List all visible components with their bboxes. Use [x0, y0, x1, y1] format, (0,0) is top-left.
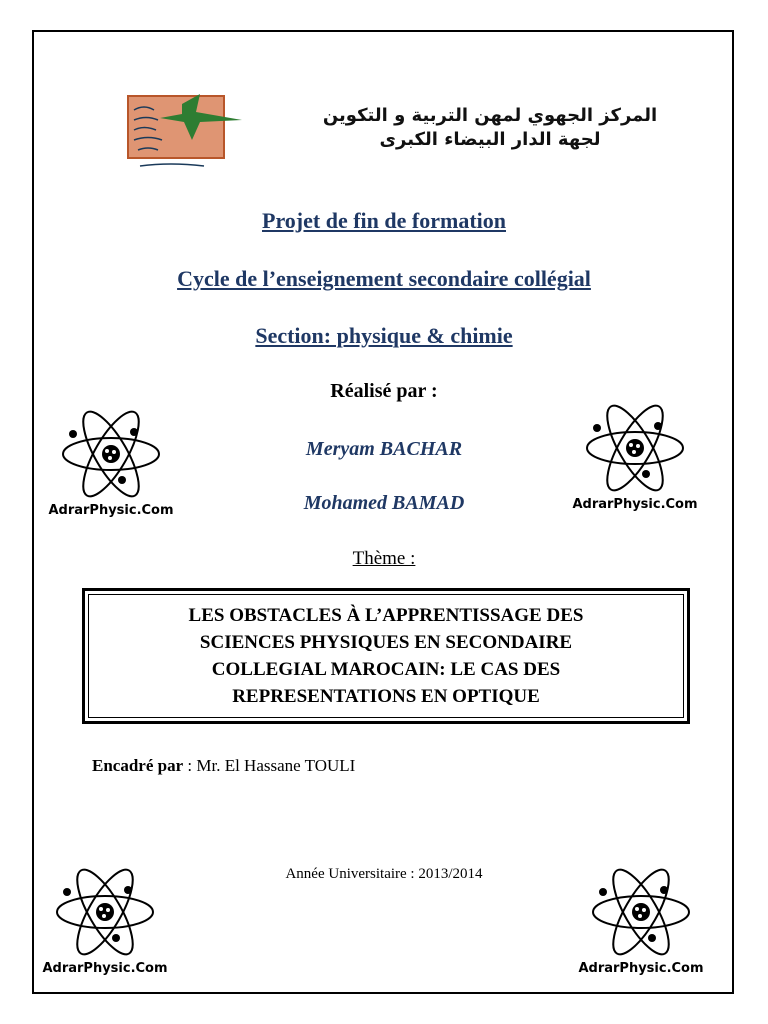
- academic-year: Année Universitaire : 2013/2014: [285, 866, 483, 882]
- theme-line: COLLEGIAL MAROCAIN: LE CAS DES: [211, 659, 561, 680]
- watermark-text: AdrarPhysic.Com: [572, 497, 698, 512]
- supervisor: [92, 756, 355, 776]
- theme-box: [82, 588, 690, 724]
- theme-box-inner: [88, 594, 684, 718]
- atom-watermark: [30, 866, 180, 986]
- theme-line: REPRESENTATIONS EN OPTIQUE: [232, 686, 540, 707]
- supervisor-label: Encadré par: [92, 756, 184, 775]
- supervisor-value: : Mr. El Hassane TOULI: [183, 756, 356, 775]
- section-title: Section: physique & chimie: [255, 323, 513, 348]
- arabic-line-1: المركز الجهوي لمهن التربية و التكوين: [322, 105, 658, 126]
- theme-line: LES OBSTACLES À L’APPRENTISSAGE DES: [188, 605, 584, 626]
- institution-name-arabic: [300, 104, 680, 152]
- cycle-title-row: [32, 266, 736, 292]
- atom-watermark: [566, 866, 716, 986]
- atom-icon: [36, 408, 186, 503]
- watermark-text: AdrarPhysic.Com: [48, 503, 174, 518]
- atom-watermark: [36, 408, 186, 528]
- project-title: Projet de fin de formation: [262, 208, 506, 233]
- atom-icon: [560, 402, 710, 497]
- theme-label: Thème :: [352, 548, 416, 569]
- atom-icon: [566, 866, 716, 961]
- section-title-row: [32, 323, 736, 349]
- watermark-text: AdrarPhysic.Com: [578, 961, 704, 976]
- atom-watermark: [560, 402, 710, 522]
- theme-line: SCIENCES PHYSIQUES EN SECONDAIRE: [199, 632, 573, 653]
- atom-icon: [30, 866, 180, 961]
- watermark-text: AdrarPhysic.Com: [42, 961, 168, 976]
- institution-logo: [120, 92, 250, 174]
- cycle-title: Cycle de l’enseignement secondaire collégial: [177, 266, 591, 291]
- author-name: Mohamed BAMAD: [303, 492, 465, 514]
- author-name: Meryam BACHAR: [305, 438, 463, 460]
- project-title-row: [32, 208, 736, 234]
- arabic-line-2: لجهة الدار البيضاء الكبرى: [379, 129, 601, 150]
- authors-label: Réalisé par :: [330, 380, 438, 402]
